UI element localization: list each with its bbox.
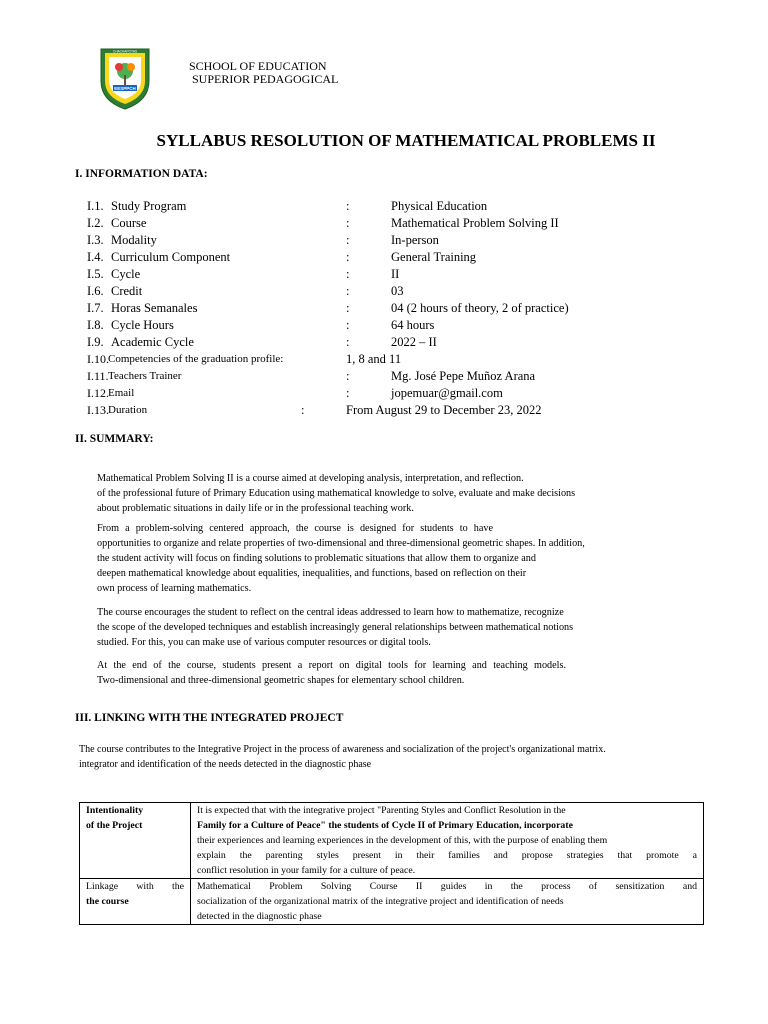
info-row xyxy=(87,249,727,266)
project-intro-line: integrator and identification of the needs detected in the diagnostic phase xyxy=(79,759,372,770)
info-row-colon: : xyxy=(346,216,350,230)
summary-paragraph xyxy=(97,605,632,650)
cell-line: their experiences and learning experiences in the development of this, with the purpose of enabling them xyxy=(197,835,608,846)
info-row-label: Academic Cycle xyxy=(111,335,194,349)
info-row-number: I.6. xyxy=(87,284,104,298)
cell-line: explain the parenting styles present in their families and propose strategies that promote a xyxy=(197,850,697,861)
info-row-label: Horas Semanales xyxy=(111,301,198,315)
school-name-line1: SCHOOL OF EDUCATION xyxy=(189,59,327,73)
info-row-label: Competencies of the graduation profile: xyxy=(108,353,284,365)
info-row-label: Duration xyxy=(108,404,148,416)
info-row-value: 64 hours xyxy=(391,318,435,332)
info-row xyxy=(87,215,727,232)
info-row-value: jopemuar@gmail.com xyxy=(391,386,503,400)
project-intro-line: The course contributes to the Integrative Project in the process of awareness and socialization of the project's organizational matrix. xyxy=(79,744,606,755)
info-row-number: I.12. xyxy=(87,386,109,400)
info-row-label: Cycle Hours xyxy=(111,318,174,332)
info-row xyxy=(87,334,727,351)
table-content-cell xyxy=(191,803,704,879)
info-row-colon: : xyxy=(346,233,350,247)
info-row-label: Credit xyxy=(111,284,143,298)
info-row-number: I.9. xyxy=(87,335,104,349)
info-row-value: Physical Education xyxy=(391,199,488,213)
cell-line: It is expected that with the integrative project "Parenting Styles and Conflict Resolution in the xyxy=(197,805,566,816)
table-label-cell xyxy=(80,879,191,925)
project-table xyxy=(79,802,704,925)
summary-line: Mathematical Problem Solving II is a course aimed at developing analysis, interpretation, and reflection. xyxy=(97,473,524,484)
info-row-colon: : xyxy=(346,199,350,213)
info-row-value: In-person xyxy=(391,233,439,247)
info-row-value: 1, 8 and 11 xyxy=(346,352,402,366)
info-row xyxy=(87,283,727,300)
info-row-number: I.3. xyxy=(87,233,104,247)
info-row-label: Email xyxy=(108,387,135,399)
info-row-colon: : xyxy=(346,301,350,315)
summary-line: the student activity will focus on finding solutions to problematic situations that allow them to organize and xyxy=(97,553,536,564)
info-row-number: I.7. xyxy=(87,301,104,315)
info-row-label: Study Program xyxy=(111,199,187,213)
section2-heading: II. SUMMARY: xyxy=(75,433,154,445)
info-row xyxy=(87,385,727,402)
row-label: the course xyxy=(86,896,129,907)
info-row-colon: : xyxy=(301,403,305,417)
info-row-colon: : xyxy=(346,369,350,383)
svg-text:CHACHAPOYAS: CHACHAPOYAS xyxy=(112,49,138,54)
info-row-colon: : xyxy=(346,267,350,281)
cell-line: detected in the diagnostic phase xyxy=(197,911,322,922)
school-logo xyxy=(97,45,153,111)
info-row-number: I.8. xyxy=(87,318,104,332)
info-row-colon: : xyxy=(346,284,350,298)
document-title: SYLLABUS RESOLUTION OF MATHEMATICAL PROBLEMS II xyxy=(156,131,656,150)
summary-line: The course encourages the student to reflect on the central ideas addressed to learn how to mathematize, recognize xyxy=(97,607,564,618)
table-row xyxy=(80,803,704,879)
info-row-value: 03 xyxy=(391,284,404,298)
summary-line: From a problem-solving centered approach, the course is designed for students to have xyxy=(97,523,493,534)
summary-line: studied. For this, you can make use of various computer resources or digital tools. xyxy=(97,637,431,648)
info-row-value: II xyxy=(391,267,400,281)
summary-line: about problematic situations in daily life or in the professional teaching work. xyxy=(97,503,414,514)
info-row-colon: : xyxy=(346,250,350,264)
info-row-colon: : xyxy=(346,386,350,400)
section3-heading: III. LINKING WITH THE INTEGRATED PROJECT xyxy=(75,712,344,724)
info-row-label: Cycle xyxy=(111,267,141,281)
info-row xyxy=(87,368,727,385)
row-label: Intentionality xyxy=(86,805,144,816)
info-row-colon: : xyxy=(346,335,350,349)
info-row xyxy=(87,266,727,283)
info-row-number: I.13. xyxy=(87,403,109,417)
info-row-value: Mg. José Pepe Muñoz Arana xyxy=(391,369,536,383)
info-row-value: 2022 – II xyxy=(391,335,437,349)
info-row xyxy=(87,317,727,334)
section1-heading: I. INFORMATION DATA: xyxy=(75,168,208,180)
svg-text:EESPPCH: EESPPCH xyxy=(114,86,136,91)
project-intro xyxy=(79,742,759,772)
info-row-number: I.11. xyxy=(87,369,109,383)
summary-line: of the professional future of Primary Education using mathematical knowledge to solve, evaluate and make decisions xyxy=(97,488,576,499)
info-row-value: From August 29 to December 23, 2022 xyxy=(346,403,542,417)
info-row-value: 04 (2 hours of theory, 2 of practice) xyxy=(391,301,569,315)
summary-line: opportunities to organize and relate properties of two-dimensional and three-dimensional geometric shapes. In addition, xyxy=(97,538,585,549)
row-label: of the Project xyxy=(86,820,143,831)
summary-paragraph xyxy=(97,521,632,596)
summary-line: the scope of the developed techniques and establish increasingly general relationships between mathematical notions xyxy=(97,622,574,633)
summary-line: deepen mathematical knowledge about equalities, inequalities, and functions, based on reflection on their xyxy=(97,568,527,579)
table-label-cell xyxy=(80,803,191,879)
info-row xyxy=(87,300,727,317)
table-row xyxy=(80,879,704,925)
table-content-cell xyxy=(191,879,704,925)
info-row-value: General Training xyxy=(391,250,477,264)
summary-line: At the end of the course, students present a report on digital tools for learning and teaching models. xyxy=(97,660,566,671)
info-row xyxy=(87,351,727,368)
info-row xyxy=(87,402,727,419)
info-row xyxy=(87,198,727,215)
cell-line: socialization of the organizational matrix of the integrative project and identification of needs xyxy=(197,896,564,907)
info-row-number: I.1. xyxy=(87,199,104,213)
cell-line: conflict resolution in your family for a culture of peace. xyxy=(197,865,416,876)
info-row-label: Teachers Trainer xyxy=(108,370,182,382)
info-row-number: I.10. xyxy=(87,352,109,366)
info-row-label: Modality xyxy=(111,233,157,247)
cell-line: Family for a Culture of Peace" the students of Cycle II of Primary Education, incorporate xyxy=(197,820,573,831)
summary-paragraph xyxy=(97,658,632,688)
info-row-number: I.2. xyxy=(87,216,104,230)
info-row-colon: : xyxy=(346,318,350,332)
info-row-number: I.5. xyxy=(87,267,104,281)
cell-line: Mathematical Problem Solving Course II guides in the process of sensitization and xyxy=(197,881,697,892)
info-row-number: I.4. xyxy=(87,250,104,264)
info-row-label: Course xyxy=(111,216,147,230)
info-row xyxy=(87,232,727,249)
info-row-label: Curriculum Component xyxy=(111,250,231,264)
summary-line: Two-dimensional and three-dimensional geometric shapes for elementary school children. xyxy=(97,675,465,686)
info-row-value: Mathematical Problem Solving II xyxy=(391,216,559,230)
summary-paragraph xyxy=(97,471,632,516)
summary-line: own process of learning mathematics. xyxy=(97,583,252,594)
school-name-line2: SUPERIOR PEDAGOGICAL xyxy=(192,72,339,86)
row-label: Linkage with the xyxy=(86,881,184,892)
